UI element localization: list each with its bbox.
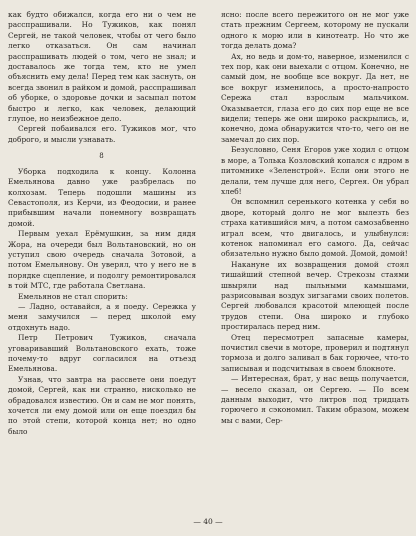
paragraph: Первым уехал Ерёмушкин, за ним дядя Жора, на очереди был Вольтановский, но он уступил свою очередь сначала Зотовой, а потом Емельянову. Он уверял, что у него не в порядке сцепление, и подолгу ремонтировался в той МТС, где работала Светлана. (8, 229, 196, 291)
paragraph: как будто обижался, когда его ни о чем не расспрашивали. Но Тужиков, как понял Сергей, не такой человек, чтобы от чего было легко отказаться. Он сам начинал расспрашивать людей о том, чего не знал; и доставалось же тогда тем, кто не умел объяснить ему дела! Перед тем как заснуть, он всегда звонил в райком и домой, расспрашивал об уборке, о здоровье дочки и засыпал потом быстро и легко, как человек, делающий глупое, но неизбежное дело. (8, 10, 196, 124)
paragraph: Петр Петрович Тужиков, сначала уговаривавший Вольтановского ехать, тоже почему-то вдруг согласился на отъезд Емельянова. (8, 333, 196, 374)
right-column (221, 10, 409, 426)
paragraph: Сергей побаивался его. Тужиков мог, что доброго, и мысли узнавать. (8, 124, 196, 144)
paragraph: Узнав, что завтра на рассвете они поедут домой, Сергей, как ни странно, нисколько не обрадовался известию. Он и сам не мог понять, хочется ли ему домой или он еще поездил бы по этой степи, которой конца нет; но одно было (8, 374, 196, 436)
paragraph: Емельянов не стал спорить: (18, 291, 128, 301)
paragraph: ясно: после всего пережитого он не мог уже стать прежним Сергеем, которому не пускали одного к морю или в кинотеатр. Но что же тогда делать дома? (221, 10, 409, 51)
paragraph: — Интересная, брат, у нас вещь получается, — весело сказал, он Сергею. — По всем данным выходит, что литров под тридцать горючего я сэкономил. Таким образом, можем мы с вами, Сер- (221, 374, 409, 425)
paragraph: — Ладно, оставайся, а я поеду. Сережка у меня замучился — перед школой ему отдохнуть надо. (8, 301, 196, 332)
left-column (8, 10, 196, 437)
page-number: — 40 — (193, 517, 223, 526)
section-separator: 8 (99, 152, 105, 161)
paragraph: Безусловно, Сеня Егоров уже ходил с отцом в море, а Толька Козловский копался с ядром в питомнике «Зеленстрой». Если они этого не делали, тем лучше для него, Сергея. Он убрал хлеб! (221, 145, 409, 196)
paragraph: Ах, но ведь и дом-то, наверное, изменился с тех пор, как они выехали с отцом. Конечно, не самый дом, не вообще все вокруг. Да нет, не все вокруг изменилось, а просто-напросто Сережа стал взрослым мальчиком. Оказывается, глаза его до сих пор еще не все видели; теперь же они широко раскрылись, и, конечно, дома обнаружится что-то, чего он не замечал до сих пор. (221, 51, 409, 144)
paragraph: Накануне их возвращения домой стоял тишайший степной вечер. Стрекозы стаями швыряли над пыльными камышами, разрисовывая воздух зигзагами своих полетов. Сергей любовался красотой млеющей после трудов степи. Она широко и глубоко простиралась перед ним. (221, 259, 409, 332)
paragraph: Уборка подходила к концу. Колонна Емельянова давно уже разбрелась по колхозам. Теперь подошли машины из Севастополя, из Керчи, из Феодосии, и ранее прибывшим начали понемногу возвращать домой. (8, 166, 196, 228)
paragraph: Отец пересмотрел запасные камеры, почистил свечи в моторе, проверил и подтянул тормоза и долго заливал в бак горючее, что-то записывая и подсчитывая в своем блокноте. (221, 332, 409, 373)
paragraph: Он вспомнил серенького котенка у себя во дворе, который долго не мог вылезть без страха катившийся мяч, а потом самозабвенно играл всем, что двигалось, и улыбнулся: котенок напоминал его самого. Да, сейчас обязательно нужно было домой. Домой, домой! (221, 197, 409, 259)
